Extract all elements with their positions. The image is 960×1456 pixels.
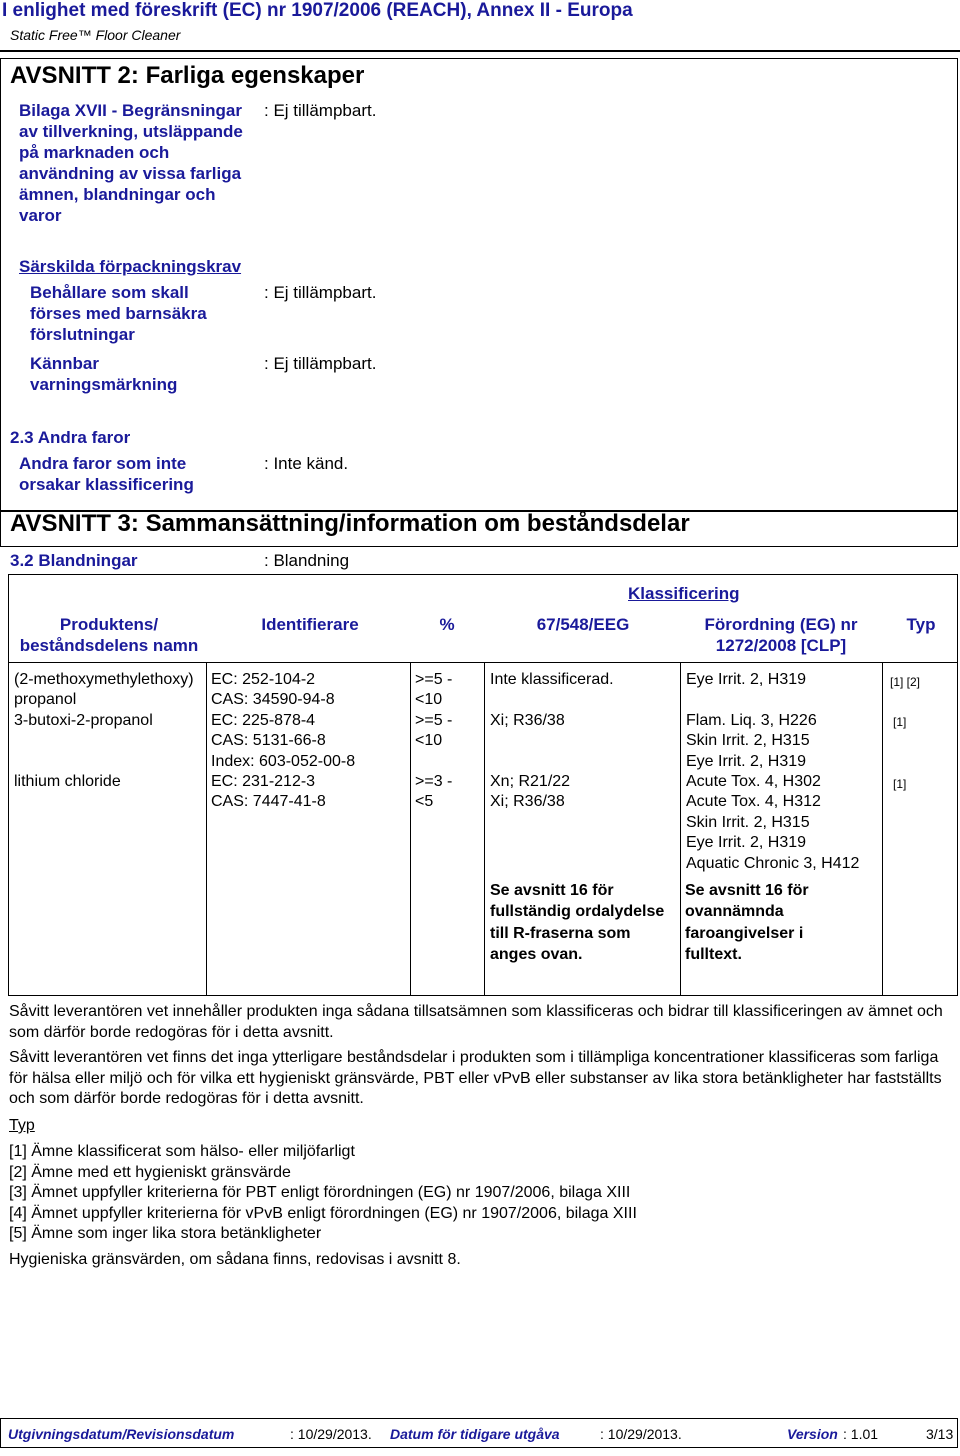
child-resistant-value: : Ej tillämpbart.	[264, 283, 377, 302]
footer-issue-date: : 10/29/2013.	[290, 1426, 372, 1442]
mixtures-label: 3.2 Blandningar	[10, 551, 138, 570]
clp-footnote: Se avsnitt 16 för ovannämnda faroangivelser i fulltext.	[685, 882, 809, 963]
cell-identifiers: EC: 252-104-2 CAS: 34590-94-8 EC: 225-878-4 CAS: 5131-66-8 Index: 603-052-00-8 EC: 231-212-3 CAS: 7447-41-8	[211, 671, 356, 811]
other-hazards-heading: 2.3 Andra faror	[10, 428, 131, 447]
footer-issue-label: Utgivningsdatum/Revisionsdatum	[8, 1426, 235, 1442]
annex-xvii-value: : Ej tillämpbart.	[264, 101, 377, 120]
other-ingredients-statement: Såvitt leverantören vet finns det inga ytterligare beståndsdelar i produkten som i tillämpliga koncentrationer klassificeras som farliga för hälsa eller miljö och för vilka ett hygieniskt gränsvärde, PBT eller vPvB eller substanser av lika stora betänkligheter har fastställts och som därför borde redogöras för i detta avsnitt.	[9, 1049, 942, 1107]
col-header-clp: Förordning (EG) nr 1272/2008 [CLP]	[704, 615, 858, 655]
tactile-warning-value: : Ej tillämpbart.	[264, 354, 377, 373]
col-header-identifier: Identifierare	[261, 615, 359, 634]
cell-type-3: [1]	[893, 777, 907, 791]
type-legend-heading: Typ	[9, 1117, 35, 1134]
col-header-name: Produktens/ beståndsdelens namn	[19, 615, 199, 655]
other-hazards-label: Andra faror som inte orsakar klassificering	[19, 454, 194, 494]
classification-header: Klassificering	[628, 584, 740, 603]
other-hazards-value: : Inte känd.	[264, 454, 349, 473]
annex-xvii-label: Bilaga XVII - Begränsningar av tillverkning, utsläppande på marknaden och användning av vissa farliga ämnen, blandningar och varor	[19, 101, 243, 225]
type-legend-item: [3] Ämnet uppfyller kriterierna för PBT enligt förordningen (EG) nr 1907/2006, bilaga XIII	[9, 1184, 631, 1201]
section-2-title: AVSNITT 2: Farliga egenskaper	[10, 62, 365, 89]
cell-percentages: >=5 - <10 >=5 - <10 >=3 - <5	[415, 671, 453, 811]
footer-previous-label: Datum för tidigare utgåva	[390, 1426, 560, 1442]
col-header-67-548-eeg: 67/548/EEG	[536, 615, 630, 634]
type-legend-item: [1] Ämne klassificerat som hälso- eller miljöfarligt	[9, 1143, 355, 1160]
cell-clp: Eye Irrit. 2, H319 Flam. Liq. 3, H226 Skin Irrit. 2, H315 Eye Irrit. 2, H319 Acute Tox. 4, H302 Acute Tox. 4, H312 Skin Irrit. 2, H315 Eye Irrit. 2, H319 Aquatic Chronic 3, H412	[686, 671, 860, 872]
footer-version-label: Version	[787, 1426, 838, 1442]
cell-substance-names: (2-methoxymethylethoxy) propanol 3-butoxi-2-propanol lithium chloride	[14, 671, 194, 791]
type-legend-item: [2] Ämne med ett hygieniskt gränsvärde	[9, 1163, 291, 1181]
product-name: Static Free™ Floor Cleaner	[10, 27, 181, 43]
footer-version-value: : 1.01	[843, 1426, 879, 1442]
cell-type-2: [1]	[893, 715, 907, 729]
type-legend-item: [4] Ämnet uppfyller kriterierna för vPvB enligt förordningen (EG) nr 1907/2006, bilaga XIII	[9, 1204, 637, 1222]
col-header-percent: %	[439, 615, 455, 634]
section-3-title: AVSNITT 3: Sammansättning/information om beståndsdelar	[10, 510, 690, 537]
packaging-heading: Särskilda förpackningskrav	[19, 257, 242, 276]
document-regulation-title: I enlighet med föreskrift (EC) nr 1907/2006 (REACH), Annex II - Europa	[2, 0, 633, 21]
type-legend-list	[9, 1142, 637, 1245]
additives-statement: Såvitt leverantören vet innehåller produkten inga sådana tillsatsämnen som klassificeras och bidrar till klassificeringen av ämnet och som därför borde redogöras för i detta avsnitt.	[9, 1003, 943, 1041]
child-resistant-label: Behållare som skall förses med barnsäkra förslutningar	[30, 283, 207, 344]
cell-67-548-eeg: Inte klassificerad. Xi; R36/38 Xn; R21/22 Xi; R36/38	[490, 671, 614, 811]
col-header-type: Typ	[906, 615, 936, 634]
cell-type-1: [1] [2]	[890, 675, 921, 689]
footer-previous-date: : 10/29/2013.	[600, 1426, 682, 1442]
tactile-warning-label: Kännbar varningsmärkning	[30, 354, 178, 394]
eeg-footnote: Se avsnitt 16 för fullständig ordalydelse till R-fraserna som anges ovan.	[490, 882, 665, 963]
type-legend-item: [5] Ämne som inger lika stora betänkligheter	[9, 1225, 322, 1242]
mixtures-value: : Blandning	[264, 551, 350, 570]
header-divider	[0, 50, 960, 52]
hygiene-limits-note: Hygieniska gränsvärden, om sådana finns, redovisas i avsnitt 8.	[9, 1251, 461, 1268]
footer-page-number: 3/13	[926, 1426, 954, 1442]
